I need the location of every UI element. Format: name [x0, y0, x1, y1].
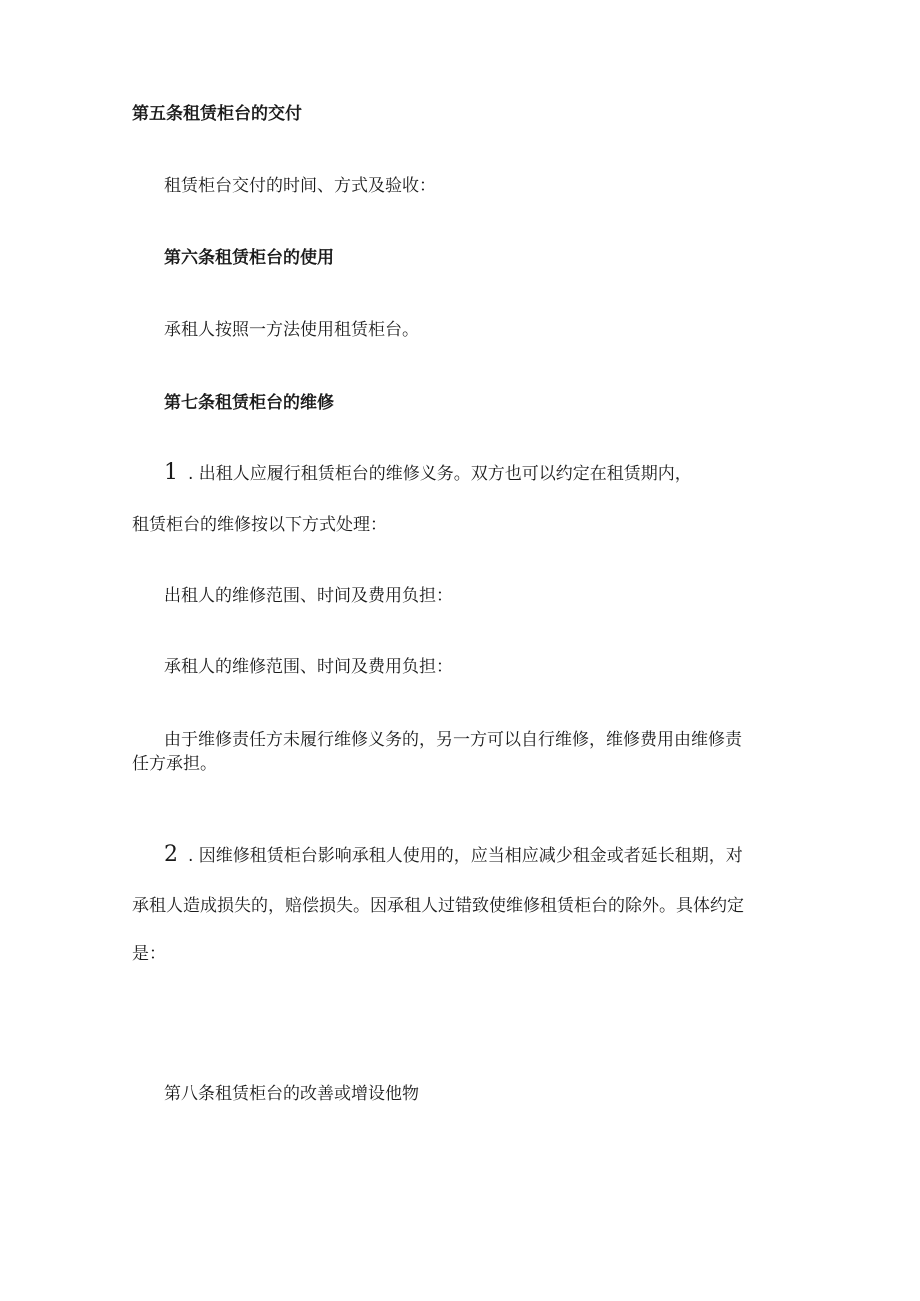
lessee-repair-text: 承租人的维修范围、时间及费用负担： [164, 657, 453, 677]
default-repair-line-2: 任方承担。 [132, 754, 217, 774]
article-6-usage-text: 承租人按照一方法使用租赁柜台。 [164, 320, 419, 340]
article-7-item-1-line-1 [164, 462, 692, 485]
lessor-repair-text: 出租人的维修范围、时间及费用负担： [164, 586, 453, 606]
item-2-text: . 因维修租赁柜台影响承租人使用的，应当相应减少租金或者延长租期，对 [188, 846, 743, 866]
article-8-heading: 第八条租赁柜台的改善或增设他物 [164, 1084, 419, 1104]
default-repair-line-1: 由于维修责任方未履行维修义务的，另一方可以自行维修，维修费用由维修责 [164, 730, 742, 750]
item-1-text: . 出租人应履行租赁柜台的维修义务。双方也可以约定在租赁期内， [188, 464, 692, 484]
article-7-item-1-line-2: 租赁柜台的维修按以下方式处理： [132, 515, 387, 535]
item-number-1: 1 [164, 460, 178, 485]
article-5-heading: 第五条租赁柜台的交付 [132, 104, 302, 124]
item-number-2: 2 [164, 842, 178, 867]
article-7-item-2-line-3: 是： [132, 944, 166, 964]
article-7-item-2-line-1 [164, 844, 743, 867]
article-5-delivery-text: 租赁柜台交付的时间、方式及验收： [164, 176, 436, 196]
article-7-heading: 第七条租赁柜台的维修 [164, 393, 334, 413]
article-7-item-2-line-2: 承租人造成损失的，赔偿损失。因承租人过错致使维修租赁柜台的除外。具体约定 [132, 896, 744, 916]
article-6-heading: 第六条租赁柜台的使用 [164, 248, 334, 268]
